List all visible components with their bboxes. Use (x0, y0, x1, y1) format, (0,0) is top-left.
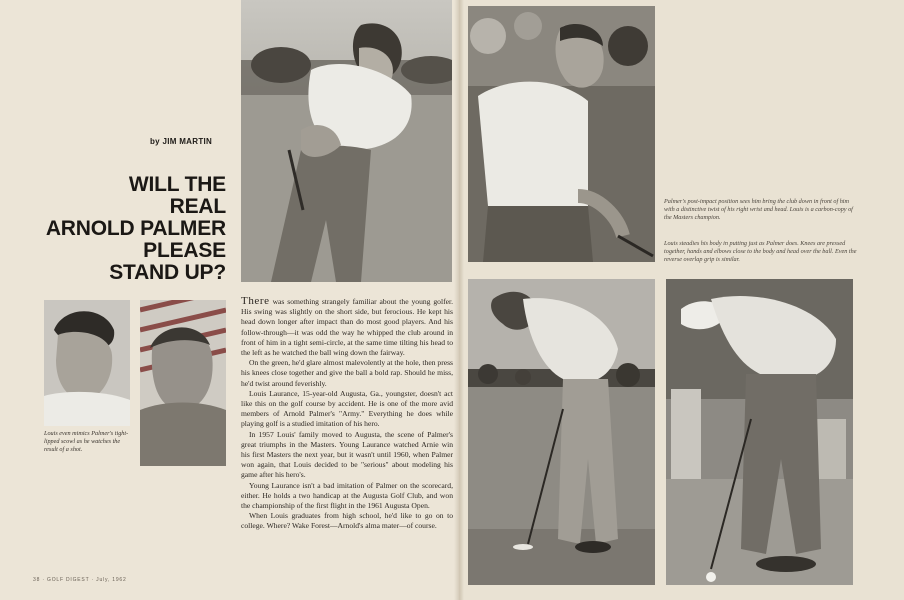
article-paragraph: Louis Laurance, 15-year-old Augusta, Ga., youngster, doesn't act like this on the golf course by accident. He is one of the more avid members of Arnold Palmer's "Army." Everything he does while playing golf is a studied imitation of his hero. (241, 388, 453, 429)
article-body (241, 296, 453, 532)
caption-follow-through: Palmer's post-impact position sees him bring the club down in front of him with a distinctive twist of his right wrist and head. Louis is a carbon-copy of the Masters champion. (664, 198, 853, 221)
headline-line: WILL THE (128, 173, 226, 196)
byline: by JIM MARTIN (150, 137, 213, 146)
caption-putting: Louis steadies his body in putting just as Palmer does. Knees are pressed together, hands and elbows close to the body and head over the ball. Even the reverse overlap grip is similar. (664, 240, 857, 263)
headline-line: ARNOLD PALMER (45, 217, 226, 240)
article-paragraph: In 1957 Louis' family moved to Augusta, the scene of Palmer's great triumphs in the Masters. Young Laurance watched Arnie win his first Masters the next year, but it wasn't until 1960, when Palmer won again, that Louis decided to be "serious" about modeling his game after his hero's. (241, 429, 453, 480)
photo-palmer-swing (468, 6, 655, 262)
photo-palmer-scowl (140, 300, 226, 466)
article-paragraph: On the green, he'd glare almost malevolently at the hole, then press his knees close together and give the ball a bold rap. Should he miss, he'd twist around feverishly. (241, 358, 454, 388)
article-paragraph: When Louis graduates from high school, he'd like to go on to college. Where? Wake Forest—Arnold's alma mater—of course. (241, 511, 453, 531)
headline (36, 174, 226, 284)
photo-louis-swing (241, 0, 452, 282)
photo-palmer-putting (666, 279, 853, 585)
photo-louis-putting (468, 279, 655, 585)
headline-line: REAL (169, 195, 226, 218)
page-folio: 38 · GOLF DIGEST · July, 1962 (33, 577, 127, 583)
article-paragraph: Young Laurance isn't a bad imitation of Palmer on the scorecard, either. He holds a two handicap at the Augusta Golf Club, and won the championship of the first flight in the 1961 Augusta Open. (241, 480, 453, 511)
article-paragraph (241, 296, 453, 358)
headline-line: STAND UP? (109, 261, 226, 284)
article-paragraph-text: was something strangely familiar about the young golfer. His swing was slightly on the short side, but ferocious. He kept his head down longer after impact than do most good players. And his follow-through—it was odd the way he whipped the club around in front of him in a tight semi-circle, at the same time tilting his head to the left as he watched the ball wing down the fairway. (241, 297, 453, 358)
dropcap: There (241, 295, 270, 307)
page-gutter (454, 0, 464, 600)
headline-line: PLEASE (143, 239, 226, 262)
photo-louis-scowl (44, 300, 130, 426)
caption-scowl: Louis even mimics Palmer's tight-lipped scowl as he watches the result of a shot. (44, 430, 129, 453)
